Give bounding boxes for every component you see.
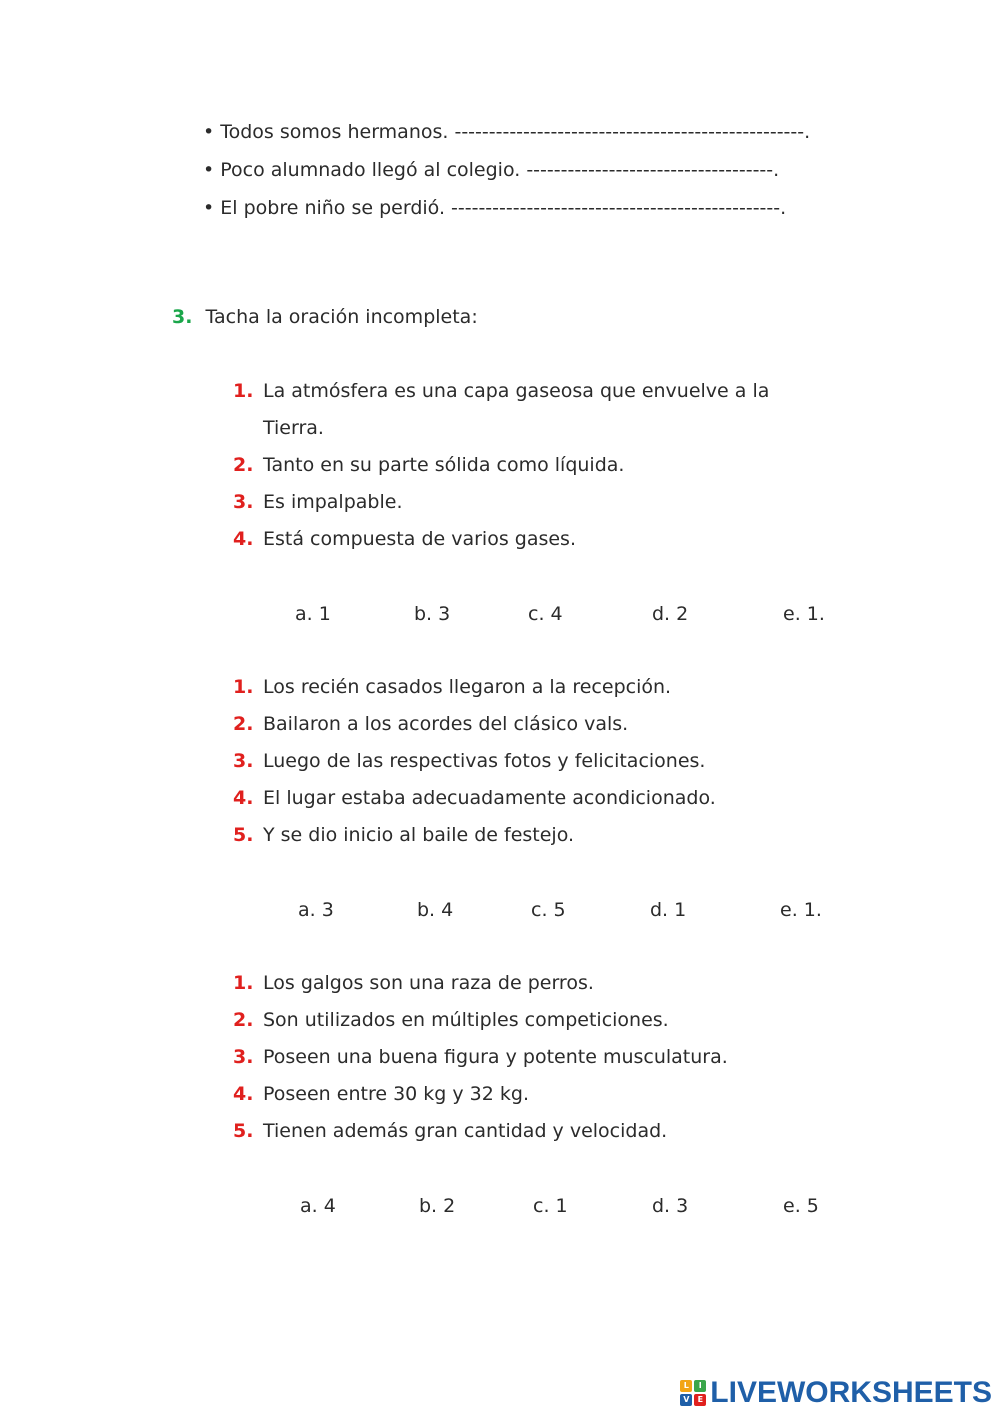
answer-option-a[interactable]: a. 1 (295, 603, 331, 625)
question-heading (172, 306, 478, 328)
list-item (233, 527, 576, 551)
item-number: 2. (233, 1009, 254, 1031)
item-number: 4. (233, 1083, 254, 1105)
answer-option-e[interactable]: e. 1. (783, 603, 825, 625)
answer-option-e[interactable]: e. 1. (780, 899, 822, 921)
answer-option-a[interactable]: a. 3 (298, 899, 334, 921)
list-item (233, 1008, 669, 1032)
list-item (233, 379, 769, 403)
item-number: 1. (233, 676, 254, 698)
item-text: Y se dio inicio al baile de festejo. (263, 824, 575, 846)
item-text: Bailaron a los acordes del clásico vals. (263, 713, 629, 735)
logo-text: LIVEWORKSHEETS (710, 1376, 992, 1409)
logo-tile: I (694, 1380, 706, 1392)
answer-option-d[interactable]: d. 1 (650, 899, 687, 921)
list-item (233, 490, 403, 514)
item-text: Los galgos son una raza de perros. (263, 972, 594, 994)
item-number: 1. (233, 380, 254, 402)
item-text: Es impalpable. (263, 491, 403, 513)
item-number: 2. (233, 713, 254, 735)
answer-option-c[interactable]: c. 1 (533, 1195, 568, 1217)
question-number: 3. (172, 306, 193, 328)
item-number: 4. (233, 528, 254, 550)
item-text: Son utilizados en múltiples competiciones. (263, 1009, 669, 1031)
answer-option-c[interactable]: c. 4 (528, 603, 563, 625)
bullet-sentence: • Poco alumnado llegó al colegio. ------------------------------------. (203, 159, 780, 181)
item-number: 4. (233, 787, 254, 809)
item-text: Poseen entre 30 kg y 32 kg. (263, 1083, 529, 1105)
logo-tile: L (680, 1380, 692, 1392)
item-number: 3. (233, 750, 254, 772)
question-text: Tacha la oración incompleta: (205, 306, 478, 328)
item-text: Tanto en su parte sólida como líquida. (263, 454, 625, 476)
answer-option-d[interactable]: d. 3 (652, 1195, 689, 1217)
item-text: Está compuesta de varios gases. (263, 528, 576, 550)
bullet-sentence: • El pobre niño se perdió. ------------------------------------------------. (203, 197, 787, 219)
list-item (233, 1082, 529, 1106)
answer-option-a[interactable]: a. 4 (300, 1195, 336, 1217)
list-item (233, 675, 671, 699)
list-item (233, 712, 628, 736)
answer-option-b[interactable]: b. 4 (417, 899, 454, 921)
answer-option-b[interactable]: b. 2 (419, 1195, 456, 1217)
item-number: 5. (233, 824, 254, 846)
bullet-sentence: • Todos somos hermanos. ---------------------------------------------------. (203, 121, 811, 143)
item-text: Poseen una buena figura y potente musculatura. (263, 1046, 728, 1068)
liveworksheets-logo (680, 1378, 992, 1408)
logo-icon (680, 1380, 706, 1406)
logo-tile: V (680, 1394, 692, 1406)
item-number: 2. (233, 454, 254, 476)
list-item (233, 453, 624, 477)
item-number: 3. (233, 491, 254, 513)
list-item (233, 971, 594, 995)
logo-tile: E (694, 1394, 706, 1406)
answer-option-c[interactable]: c. 5 (531, 899, 566, 921)
item-text: Los recién casados llegaron a la recepción. (263, 676, 672, 698)
item-text: La atmósfera es una capa gaseosa que envuelve a la (263, 380, 770, 402)
list-item (233, 786, 716, 810)
item-number: 5. (233, 1120, 254, 1142)
list-item (233, 1119, 667, 1143)
answer-option-b[interactable]: b. 3 (414, 603, 451, 625)
list-item (233, 823, 574, 847)
item-text: Tienen además gran cantidad y velocidad. (263, 1120, 668, 1142)
item-number: 1. (233, 972, 254, 994)
list-item (233, 1045, 728, 1069)
list-item-continuation: Tierra. (263, 417, 324, 439)
item-text: Luego de las respectivas fotos y felicitaciones. (263, 750, 706, 772)
item-number: 3. (233, 1046, 254, 1068)
item-text: El lugar estaba adecuadamente acondicionado. (263, 787, 716, 809)
answer-option-d[interactable]: d. 2 (652, 603, 689, 625)
answer-option-e[interactable]: e. 5 (783, 1195, 819, 1217)
list-item (233, 749, 705, 773)
